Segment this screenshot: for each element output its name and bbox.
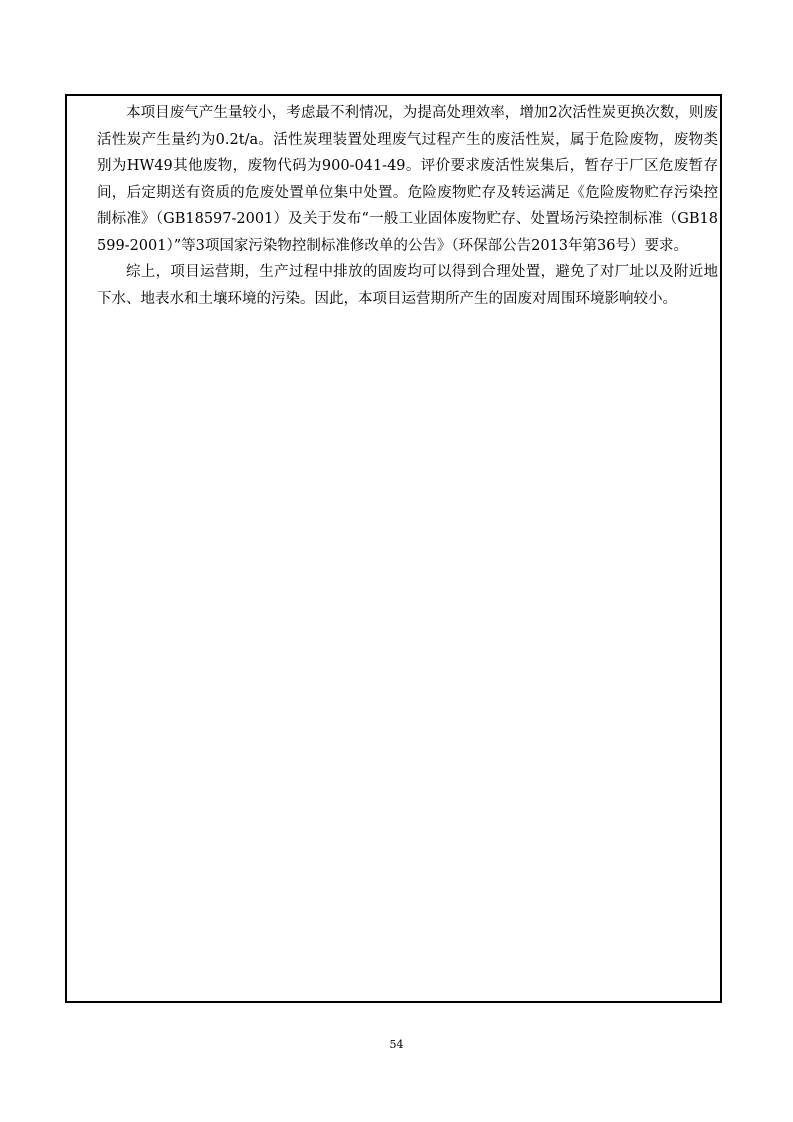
content-body <box>97 100 718 312</box>
paragraph-solid-waste-activated-carbon: 本项目废气产生量较小，考虑最不利情况，为提高处理效率，增加2次活性炭更换次数，则废活性炭产生量约为0.2t/a。活性炭理装置处理废气过程产生的废活性炭，属于危险废物，废物类别为HW49其他废物，废物代码为900-041-49。评价要求废活性炭集后，暂存于厂区危废暂存间，后定期送有资质的危废处置单位集中处置。危险废物贮存及转运满足《危险废物贮存污染控制标准》（GB18597-2001）及关于发布“一般工业固体废物贮存、处置场污染控制标准（GB18599-2001）”等3项国家污染物控制标准修改单的公告》（环保部公告2013年第36号）要求。 <box>97 105 718 254</box>
paragraph-summary: 综上，项目运营期，生产过程中排放的固废均可以得到合理处置，避免了对厂址以及附近地下水、地表水和土壤环境的污染。因此，本项目运营期所产生的固废对周围环境影响较小。 <box>97 264 718 307</box>
content-frame <box>65 94 722 1003</box>
page-number: 54 <box>389 1038 404 1051</box>
